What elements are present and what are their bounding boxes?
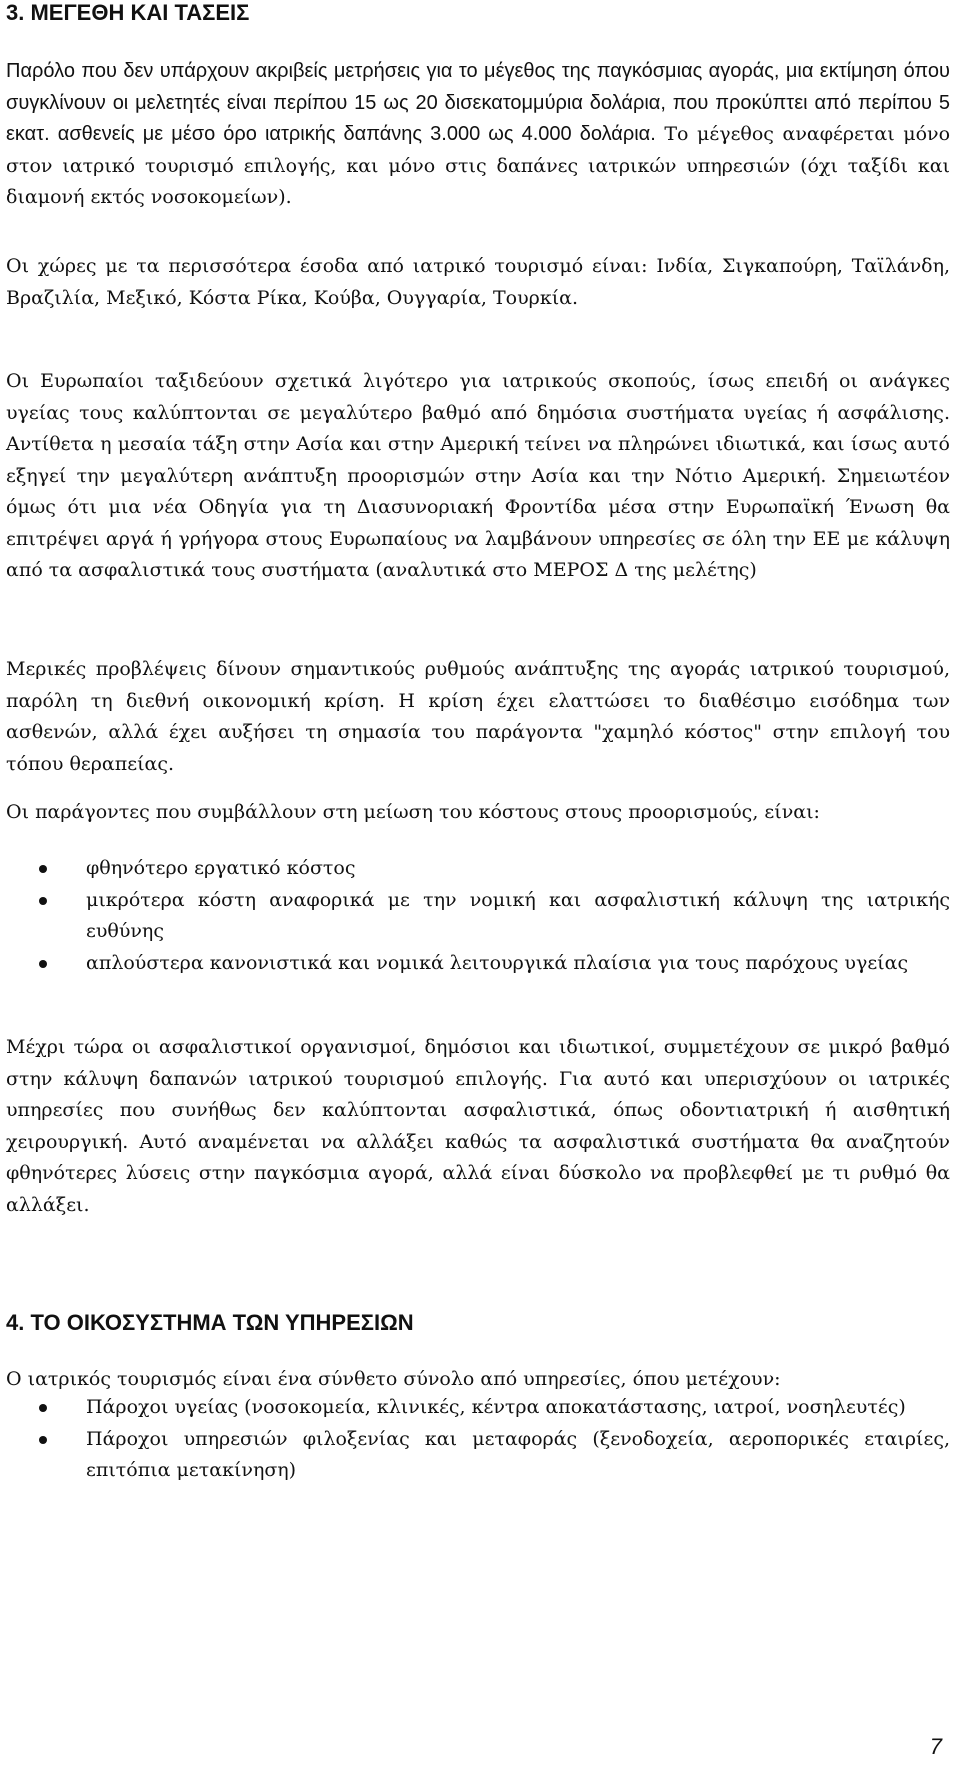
bullet-icon bbox=[39, 1436, 47, 1444]
paragraph-market-size bbox=[6, 56, 950, 214]
list-item bbox=[6, 1424, 950, 1487]
page-number: 7 bbox=[929, 1734, 942, 1759]
paragraph-forecasts: Μερικές προβλέψεις δίνουν σημαντικούς ρυθμούς ανάπτυξης της αγοράς ιατρικού τουρισμού, παρόλη τη διεθνή οικονομική κρίση. Η κρίση έχει ελαττώσει το διαθέσιμο εισόδημα των ασθενών, αλλά έχει αυξήσει τη σημασία του παράγοντα "χαμηλό κόστος" στην επιλογή του τόπου θεραπείας. bbox=[6, 658, 950, 775]
bullet-icon bbox=[39, 865, 47, 873]
list-item-text: μικρότερα κόστη αναφορικά με την νομική και ασφαλιστική κάλυψη της ιατρικής ευθύνης bbox=[86, 888, 950, 942]
list-item-text: φθηνότερο εργατικό κόστος bbox=[86, 857, 356, 879]
list-item-text: απλούστερα κανονιστικά και νομικά λειτουργικά πλαίσια για τους παρόχους υγείας bbox=[86, 951, 909, 974]
paragraph-top-countries: Οι χώρες με τα περισσότερα έσοδα από ιατρικό τουρισμό είναι: Ινδία, Σιγκαπούρη, Ταϊλάνδη, Βραζιλία, Μεξικό, Κόστα Ρίκα, Κούβα, Ουγγαρία, Τουρκία. bbox=[6, 255, 950, 309]
section-3-heading: 3. ΜΕΓΕΘΗ ΚΑΙ ΤΑΣΕΙΣ bbox=[6, 0, 250, 25]
list-item bbox=[6, 853, 950, 885]
bullet-icon bbox=[39, 897, 47, 905]
section-4-heading: 4. ΤΟ ΟΙΚΟΣΥΣΤΗΜΑ ΤΩΝ ΥΠΗΡΕΣΙΩΝ bbox=[6, 1310, 414, 1335]
paragraph-ecosystem-intro: Ο ιατρικός τουρισμός είναι ένα σύνθετο σύνολο από υπηρεσίες, όπου μετέχουν: bbox=[6, 1368, 781, 1390]
list-item bbox=[6, 885, 950, 948]
list-item-text: Πάροχοι υπηρεσιών φιλοξενίας και μεταφοράς (ξενοδοχεία, αεροπορικές εταιρίες, επιτόπια μετακίνηση) bbox=[86, 1427, 950, 1481]
market-size-estimate-text: Παρόλο που δεν υπάρχουν ακριβείς μετρήσεις για το μέγεθος της παγκόσμιας αγοράς, μια εκτίμηση όπου συγκλίνουν οι μελετητές είναι περίπου 15 ως 20 δισεκατομμύρια δολάρια, που προκύπτει από περίπου 5 εκατ. ασθενείς με μέσο όρο ιατρικής δαπάνης 3.000 ως 4.000 δολάρια. bbox=[6, 60, 950, 145]
list-item-text: Πάροχοι υγείας (νοσοκομεία, κλινικές, κέντρα αποκατάστασης, ιατροί, νοσηλευτές) bbox=[86, 1396, 906, 1418]
paragraph-cost-factors: Οι παράγοντες που συμβάλλουν στη μείωση του κόστους στους προορισμούς, είναι: bbox=[6, 801, 820, 823]
bullet-icon bbox=[39, 1404, 47, 1412]
bullet-icon bbox=[39, 960, 47, 968]
list-item bbox=[6, 948, 950, 980]
paragraph-europeans: Οι Ευρωπαίοι ταξιδεύουν σχετικά λιγότερο για ιατρικούς σκοπούς, ίσως επειδή οι ανάγκες υγείας τους καλύπτονται σε μεγαλύτερο βαθμό από δημόσια συστήματα υγείας ή ασφάλισης. Αντίθετα η μεσαία τάξη στην Ασία και στην Αμερική τείνει να πληρώνει ιδιωτικά, και ίσως αυτό εξηγεί την μεγαλύτερη ανάπτυξη προορισμών στην Ασία και την Νότιο Αμερική. Σημειωτέον όμως ότι μια νέα Οδηγία για τη Διασυνοριακή Φροντίδα μέσα στην Ευρωπαϊκή Ένωση θα επιτρέψει αργά ή γρήγορα στους Ευρωπαίους να λαμβάνουν υπηρεσίες σε όλη την ΕΕ με κάλυψη από τα ασφαλιστικά τους συστήματα (αναλυτικά στο ΜΕΡΟΣ Δ της μελέτης) bbox=[6, 370, 950, 581]
participants-list bbox=[6, 1392, 950, 1487]
paragraph-insurance: Μέχρι τώρα οι ασφαλιστικοί οργανισμοί, δημόσιοι και ιδιωτικοί, συμμετέχουν σε μικρό βαθμό στην κάλυψη δαπανών ιατρικού τουρισμού επιλογής. Για αυτό και υπερισχύουν οι ιατρικές υπηρεσίες που συνήθως δεν καλύπτονται ασφαλιστικά, όπως οδοντιατρική ή αισθητική χειρουργική. Αυτό αναμένεται να αλλάξει καθώς τα ασφαλιστικά συστήματα θα αναζητούν φθηνότερες λύσεις στην παγκόσμια αγορά, αλλά είναι δύσκολο να προβλεφθεί με τι ρυθμό θα αλλάξει. bbox=[6, 1036, 950, 1216]
cost-factors-list bbox=[6, 853, 950, 979]
list-item bbox=[6, 1392, 950, 1424]
market-size-scope-text: Το μέγεθος αναφέρεται μόνο στον ιατρικό τουρισμό επιλογής, και μόνο στις δαπάνες ιατρικών υπηρεσιών (όχι ταξίδι και διαμονή εκτός νοσοκομείων). bbox=[6, 123, 951, 208]
